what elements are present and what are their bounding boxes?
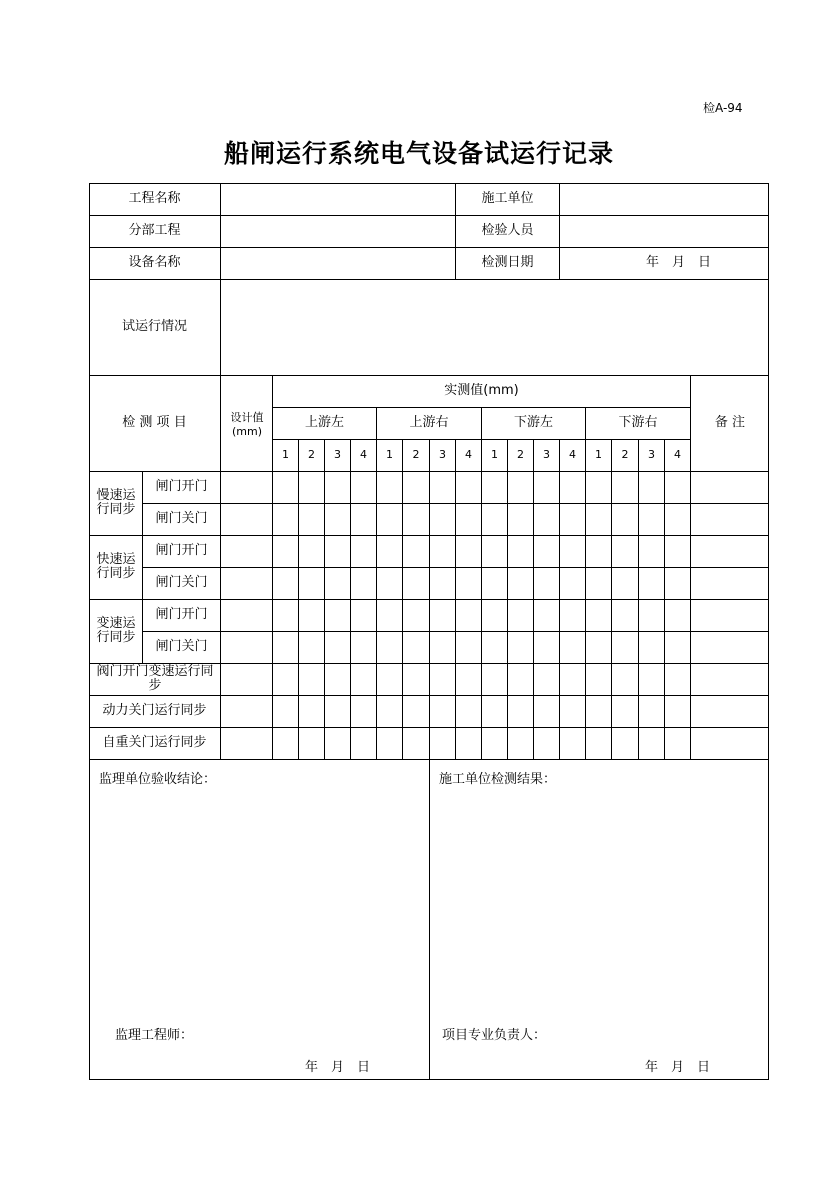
contractor-date: 年 月 日: [645, 1060, 711, 1075]
equipment-name-field[interactable]: [221, 247, 455, 279]
category-slow-sync: 慢速运行同步: [96, 488, 136, 517]
row-gate-close: 闸门关门: [155, 639, 208, 654]
group-upstream-left: 上游左: [304, 415, 344, 430]
remark-header: 备 注: [714, 415, 746, 430]
point-number: 2: [621, 448, 629, 461]
trial-run-label: 试运行情况: [121, 319, 187, 334]
item-header: 检 测 项 目: [122, 415, 187, 430]
supervisor-date: 年 月 日: [305, 1060, 371, 1075]
record-form: [89, 183, 769, 1080]
supervisor-conclusion-label: 监理单位验收结论：: [99, 772, 217, 787]
group-upstream-right: 上游右: [409, 415, 449, 430]
inspector-label: 检验人员: [481, 223, 534, 238]
row-gravity-close-sync: 自重关门运行同步: [102, 735, 207, 750]
equipment-name-label: 设备名称: [128, 255, 181, 270]
point-number: 4: [569, 448, 576, 461]
supervisor-engineer-label: 监理工程师：: [115, 1028, 194, 1043]
test-date-label: 检测日期: [481, 255, 534, 270]
row-power-close-sync: 动力关门运行同步: [102, 703, 207, 718]
project-lead-label: 项目专业负责人：: [442, 1028, 547, 1043]
group-downstream-left: 下游左: [513, 415, 553, 430]
project-name-field[interactable]: [221, 183, 455, 215]
row-gate-open: 闸门开门: [155, 543, 208, 558]
trial-run-field[interactable]: [221, 280, 768, 375]
point-number: 1: [282, 448, 289, 461]
measured-value-header: 实测值(mm): [444, 383, 519, 398]
point-number: 1: [386, 448, 393, 461]
point-number: 2: [308, 448, 315, 461]
document-code: 检A-94: [703, 101, 743, 115]
test-date-field[interactable]: [560, 247, 768, 279]
point-number: 4: [674, 448, 681, 461]
point-number: 1: [491, 448, 498, 461]
category-variable-sync: 变速运行同步: [96, 616, 136, 645]
point-number: 4: [360, 448, 367, 461]
point-number: 3: [334, 448, 341, 461]
row-gate-close: 闸门关门: [155, 511, 208, 526]
point-number: 3: [543, 448, 550, 461]
test-date-placeholder: 年 月 日: [645, 255, 711, 270]
point-number: 3: [439, 448, 446, 461]
design-value-header: 设计值(mm): [230, 411, 264, 438]
sub-project-label: 分部工程: [128, 223, 181, 238]
page-title: 船闸运行系统电气设备试运行记录: [223, 139, 614, 168]
sub-project-field[interactable]: [221, 215, 455, 247]
category-fast-sync: 快速运行同步: [96, 552, 136, 581]
point-number: 1: [595, 448, 602, 461]
point-number: 3: [648, 448, 655, 461]
inspector-field[interactable]: [560, 215, 768, 247]
contractor-result-label: 施工单位检测结果：: [439, 772, 557, 787]
project-name-label: 工程名称: [128, 191, 181, 206]
point-number: 2: [517, 448, 524, 461]
point-number: 4: [465, 448, 472, 461]
row-gate-open: 闸门开门: [155, 479, 208, 494]
row-valve-open-variable-sync: 阀门开门变速运行同步: [96, 664, 214, 693]
contractor-label: 施工单位: [481, 191, 534, 206]
group-downstream-right: 下游右: [618, 415, 658, 430]
point-number: 2: [412, 448, 420, 461]
row-gate-close: 闸门关门: [155, 575, 208, 590]
contractor-field[interactable]: [560, 183, 768, 215]
row-gate-open: 闸门开门: [155, 607, 208, 622]
